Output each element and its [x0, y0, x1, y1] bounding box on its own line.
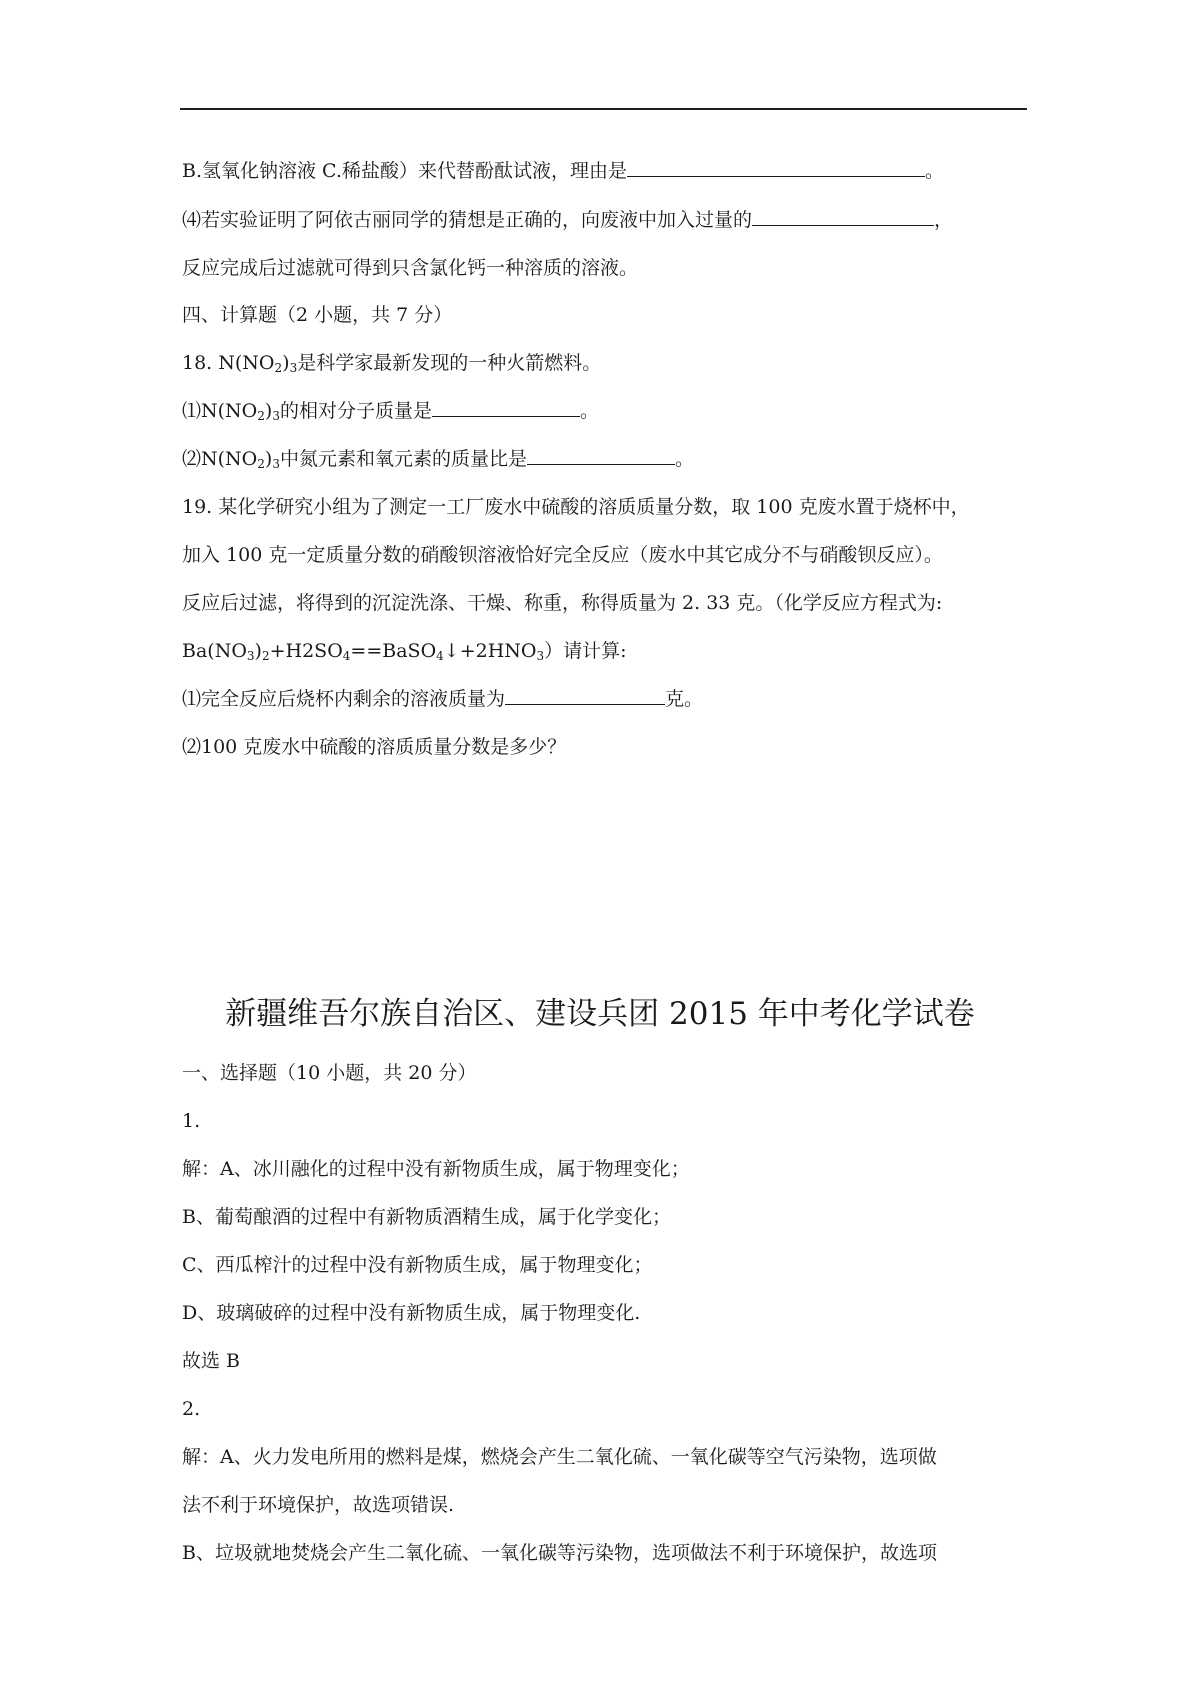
formula: ): [282, 352, 290, 374]
section4-heading: 四、计算题（2 小题，共 7 分）: [182, 304, 453, 326]
formula: N(NO: [201, 448, 258, 470]
punct: 。: [579, 400, 599, 422]
q2-number: 2.: [182, 1398, 201, 1420]
formula: ==BaSO: [350, 640, 437, 662]
formula: ): [254, 640, 262, 662]
subscript: 2: [261, 649, 270, 663]
answer-blank[interactable]: [505, 686, 665, 705]
subscript: 4: [436, 649, 444, 663]
subscript: 4: [342, 649, 351, 663]
q19-equation: [182, 638, 1032, 664]
unit: 克。: [665, 688, 704, 710]
subscript: 2: [274, 361, 283, 375]
q19-part2: ⑵100 克废水中硫酸的溶质质量分数是多少？: [182, 736, 567, 758]
subscript: 3: [272, 457, 280, 471]
section1-heading: 一、选择题（10 小题，共 20 分）: [182, 1062, 477, 1084]
formula: +H2SO: [269, 640, 343, 662]
q18-part2-text: 中氮元素和氧元素的质量比是: [279, 448, 527, 470]
q18-stem: [182, 350, 1032, 376]
part-marker: ⑵: [182, 448, 202, 470]
subscript: 3: [246, 649, 255, 663]
formula: ): [264, 448, 273, 470]
answer-blank[interactable]: [752, 207, 934, 226]
subscript: 3: [289, 361, 298, 375]
formula: N(NO: [218, 352, 275, 374]
part-marker: ⑴: [182, 400, 202, 422]
q17-part4-line: [182, 207, 1032, 233]
header-rule: [180, 108, 1027, 110]
q2-solution-b1: B、垃圾就地焚烧会产生二氧化硫、一氧化碳等污染物，选项做法不利于环境保护，故选项: [182, 1542, 937, 1564]
q18-part1-text: 的相对分子质量是: [279, 400, 432, 422]
q1-solution-d: D、玻璃破碎的过程中没有新物质生成，属于物理变化.: [182, 1302, 641, 1324]
answer-blank[interactable]: [527, 446, 675, 465]
q19-line3: 反应后过滤，将得到的沉淀洗涤、干燥、称重，称得质量为 2. 33 克。（化学反应方程式为:: [182, 592, 943, 614]
q2-solution-a2: 法不利于环境保护，故选项错误.: [182, 1494, 455, 1516]
q19-line1: 19. 某化学研究小组为了测定一工厂废水中硫酸的溶质质量分数，取 100 克废水置于烧杯中，: [182, 496, 970, 518]
formula: Ba(NO: [182, 640, 247, 662]
q17-option-line: [182, 158, 1032, 184]
subscript: 2: [257, 409, 265, 423]
q18-number: 18.: [182, 352, 219, 374]
q19-part1-text: ⑴完全反应后烧杯内剩余的溶液质量为: [182, 688, 506, 710]
subscript: 2: [257, 457, 265, 471]
q1-solution-b: B、葡萄酿酒的过程中有新物质酒精生成，属于化学变化；: [182, 1206, 671, 1228]
q19-equation-tail: ）请计算:: [544, 640, 627, 662]
punct: 。: [924, 160, 944, 182]
q19-part1: [182, 686, 1032, 712]
subscript: 3: [536, 649, 545, 663]
q1-answer: 故选 B: [182, 1350, 241, 1372]
q17-part4-cont: 反应完成后过滤就可得到只含氯化钙一种溶质的溶液。: [182, 257, 639, 279]
punct: 。: [674, 448, 694, 470]
formula: ↓+2HNO: [443, 640, 537, 662]
q1-number: 1.: [182, 1110, 201, 1132]
q1-solution-a: 解：A、冰川融化的过程中没有新物质生成，属于物理变化；: [182, 1158, 690, 1180]
q18-part1: [182, 398, 1032, 424]
q18-part2: [182, 446, 1032, 472]
q18-stem-text: 是科学家最新发现的一种火箭燃料。: [297, 352, 602, 374]
q17-text: B.氢氧化钠溶液 C.稀盐酸）来代替酚酞试液，理由是: [182, 160, 627, 182]
answer-blank[interactable]: [627, 158, 925, 177]
formula: N(NO: [201, 400, 258, 422]
formula: ): [264, 400, 273, 422]
q19-line2: 加入 100 克一定质量分数的硝酸钡溶液恰好完全反应（废水中其它成分不与硝酸钡反应）。: [182, 544, 943, 566]
subscript: 3: [272, 409, 280, 423]
punct: ，: [934, 209, 954, 231]
q17-part4-text: ⑷若实验证明了阿依古丽同学的猜想是正确的，向废液中加入过量的: [182, 209, 753, 231]
q2-solution-a1: 解：A、火力发电所用的燃料是煤，燃烧会产生二氧化硫、一氧化碳等空气污染物，选项做: [182, 1446, 937, 1468]
q1-solution-c: C、西瓜榨汁的过程中没有新物质生成，属于物理变化；: [182, 1254, 653, 1276]
answer-blank[interactable]: [432, 398, 580, 417]
answer-title: 新疆维吾尔族自治区、建设兵团 2015 年中考化学试卷: [225, 996, 975, 1032]
